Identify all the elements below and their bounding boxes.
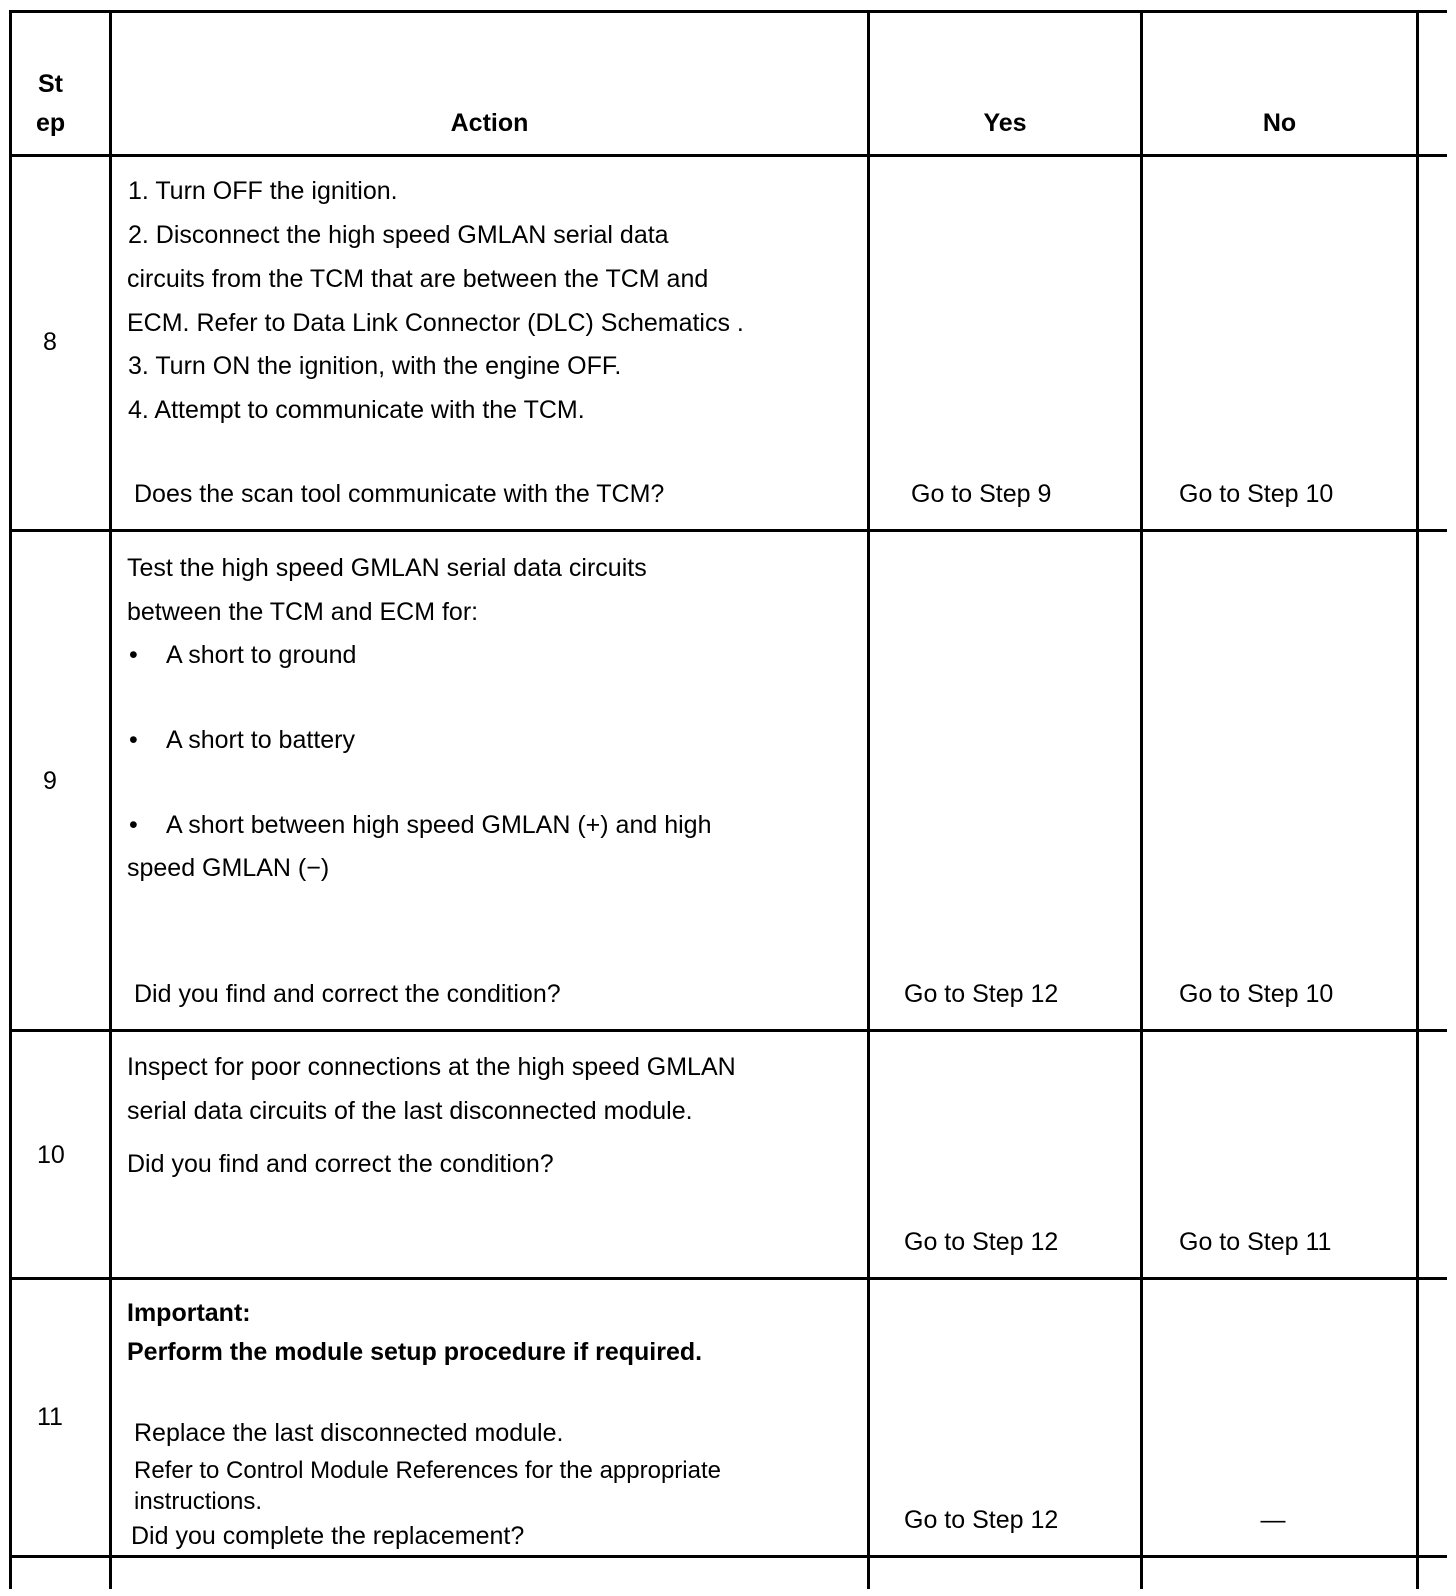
bullet-continuation: speed GMLAN (−)	[127, 854, 330, 882]
step-number: 10	[37, 1141, 65, 1169]
bullet-item: A short to ground	[166, 641, 357, 669]
bullet-item: A short between high speed GMLAN (+) and high	[166, 811, 712, 839]
step-number: 9	[43, 767, 57, 795]
no-result: Go to Step 11	[1179, 1228, 1332, 1256]
header-step-line1: St	[38, 70, 63, 98]
important-label: Important:	[127, 1299, 251, 1327]
action-line: Test the high speed GMLAN serial data circuits	[127, 554, 647, 582]
header-step-line2: ep	[36, 109, 66, 137]
action-line: circuits from the TCM that are between the TCM and	[127, 265, 709, 293]
action-question: Does the scan tool communicate with the TCM?	[134, 480, 665, 508]
step-number: 11	[37, 1403, 63, 1431]
action-line: instructions.	[134, 1488, 263, 1515]
row-divider	[9, 154, 1447, 157]
no-result: Go to Step 10	[1179, 480, 1334, 508]
action-line: 2. Disconnect the high speed GMLAN serial data	[128, 221, 669, 249]
yes-result: Go to Step 12	[904, 1506, 1059, 1534]
action-question: Did you complete the replacement?	[131, 1522, 525, 1550]
action-line: serial data circuits of the last disconnected module.	[127, 1097, 693, 1125]
column-divider	[1140, 11, 1143, 1589]
yes-result: Go to Step 9	[911, 480, 1052, 508]
bullet-icon: •	[129, 811, 138, 839]
row-divider	[9, 1029, 1447, 1032]
no-result: Go to Step 10	[1179, 980, 1334, 1008]
action-line: 3. Turn ON the ignition, with the engine OFF.	[128, 352, 622, 380]
bullet-icon: •	[129, 641, 138, 669]
no-result: —	[1260, 1506, 1286, 1534]
action-line: 1. Turn OFF the ignition.	[128, 177, 398, 205]
action-line: 4. Attempt to communicate with the TCM.	[128, 396, 585, 424]
table-border-right	[1416, 11, 1419, 1589]
action-line: Replace the last disconnected module.	[134, 1419, 564, 1447]
yes-result: Go to Step 12	[904, 980, 1059, 1008]
action-line: Inspect for poor connections at the high speed GMLAN	[127, 1053, 736, 1081]
table-border-bottom	[9, 1555, 1447, 1558]
column-divider	[109, 11, 112, 1589]
column-divider	[867, 11, 870, 1589]
action-question: Did you find and correct the condition?	[134, 980, 561, 1008]
bullet-icon: •	[129, 726, 138, 754]
yes-result: Go to Step 12	[904, 1228, 1059, 1256]
important-text: Perform the module setup procedure if required.	[127, 1338, 703, 1366]
table-border-left	[9, 11, 12, 1589]
action-question: Did you find and correct the condition?	[127, 1150, 554, 1178]
header-action: Action	[450, 109, 529, 137]
bullet-item: A short to battery	[166, 726, 355, 754]
header-yes: Yes	[983, 109, 1027, 137]
action-line: ECM. Refer to Data Link Connector (DLC) Schematics .	[127, 309, 744, 337]
step-number: 8	[43, 328, 57, 356]
row-divider	[9, 1277, 1447, 1280]
action-line: Refer to Control Module References for the appropriate	[134, 1457, 721, 1484]
action-line: between the TCM and ECM for:	[127, 598, 479, 626]
table-border-top	[9, 10, 1447, 13]
header-no: No	[1262, 109, 1297, 137]
row-divider	[9, 529, 1447, 532]
